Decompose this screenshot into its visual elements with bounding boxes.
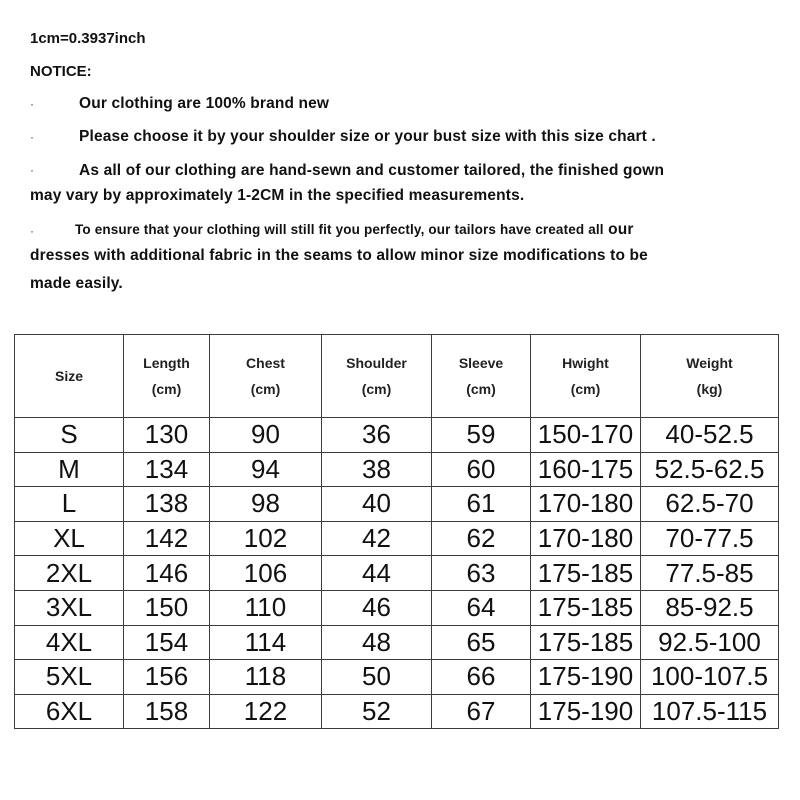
header-chest <box>210 335 322 418</box>
header-label: Shoulder <box>346 355 407 371</box>
table-cell: S <box>15 418 124 453</box>
table-cell: 156 <box>124 660 210 695</box>
header-shoulder <box>322 335 432 418</box>
notice-line-1: Our clothing are 100% brand new <box>79 95 330 112</box>
unit-conversion: 1cm=0.3937inch <box>30 30 146 47</box>
header-unit: (cm) <box>570 381 601 397</box>
table-cell: 61 <box>432 487 531 522</box>
table-cell: 154 <box>124 625 210 660</box>
header-label: Size <box>54 368 83 384</box>
table-cell: 175-185 <box>531 556 641 591</box>
table-cell: 175-190 <box>531 694 641 729</box>
table-cell: 59 <box>432 418 531 453</box>
table-row <box>15 660 779 695</box>
table-cell: 170-180 <box>531 487 641 522</box>
table-cell: 98 <box>210 487 322 522</box>
header-unit: (cm) <box>250 381 281 397</box>
table-cell: 107.5-115 <box>641 694 779 729</box>
header-unit: (kg) <box>696 381 723 397</box>
table-cell: 160-175 <box>531 452 641 487</box>
header-label: Sleeve <box>458 355 504 371</box>
table-cell: M <box>15 452 124 487</box>
table-cell: 134 <box>124 452 210 487</box>
table-cell: 64 <box>432 590 531 625</box>
table-cell: 142 <box>124 521 210 556</box>
table-cell: 110 <box>210 590 322 625</box>
table-cell: 40-52.5 <box>641 418 779 453</box>
table-cell: 94 <box>210 452 322 487</box>
table-cell: 6XL <box>15 694 124 729</box>
table-cell: 150 <box>124 590 210 625</box>
header-sleeve <box>432 335 531 418</box>
table-cell: 67 <box>432 694 531 729</box>
header-weight <box>641 335 779 418</box>
bullet-4: · <box>30 224 34 238</box>
table-cell: 175-190 <box>531 660 641 695</box>
table-cell: 46 <box>322 590 432 625</box>
table-cell: 150-170 <box>531 418 641 453</box>
table-cell: 48 <box>322 625 432 660</box>
table-cell: 52 <box>322 694 432 729</box>
table-row <box>15 487 779 522</box>
header-label: Weight <box>686 355 733 371</box>
table-cell: 2XL <box>15 556 124 591</box>
table-cell: 130 <box>124 418 210 453</box>
table-row <box>15 556 779 591</box>
header-label: Length <box>143 355 190 371</box>
bullet-2: · <box>30 130 34 144</box>
table-cell: 85-92.5 <box>641 590 779 625</box>
table-cell: 106 <box>210 556 322 591</box>
table-row <box>15 694 779 729</box>
table-row <box>15 521 779 556</box>
table-cell: 62 <box>432 521 531 556</box>
table-cell: 52.5-62.5 <box>641 452 779 487</box>
table-cell: 62.5-70 <box>641 487 779 522</box>
table-cell: 40 <box>322 487 432 522</box>
table-cell: 36 <box>322 418 432 453</box>
notice-line-2: Please choose it by your shoulder size or your bust size with this size chart . <box>79 128 656 145</box>
notice-line-4a-rest: our <box>608 221 634 238</box>
table-cell: 65 <box>432 625 531 660</box>
header-length <box>124 335 210 418</box>
table-cell: 4XL <box>15 625 124 660</box>
table-cell: 122 <box>210 694 322 729</box>
table-cell: 70-77.5 <box>641 521 779 556</box>
table-cell: 92.5-100 <box>641 625 779 660</box>
table-cell: 42 <box>322 521 432 556</box>
notice-line-4a <box>75 221 634 239</box>
size-chart-table <box>14 334 779 729</box>
table-cell: L <box>15 487 124 522</box>
header-label: Hwight <box>562 355 609 371</box>
header-size <box>15 335 124 418</box>
table-cell: 175-185 <box>531 625 641 660</box>
table-cell: 38 <box>322 452 432 487</box>
table-cell: 146 <box>124 556 210 591</box>
table-cell: 66 <box>432 660 531 695</box>
table-row <box>15 418 779 453</box>
table-cell: 77.5-85 <box>641 556 779 591</box>
header-row <box>15 335 779 418</box>
table-cell: 44 <box>322 556 432 591</box>
table-cell: 114 <box>210 625 322 660</box>
table-cell: 102 <box>210 521 322 556</box>
table-cell: 170-180 <box>531 521 641 556</box>
table-cell: 138 <box>124 487 210 522</box>
table-cell: 5XL <box>15 660 124 695</box>
table-cell: 175-185 <box>531 590 641 625</box>
table-cell: 63 <box>432 556 531 591</box>
notice-line-4c: made easily. <box>30 275 123 292</box>
header-unit: (cm) <box>151 381 182 397</box>
table-cell: 90 <box>210 418 322 453</box>
bullet-1: · <box>30 97 34 111</box>
table-row <box>15 625 779 660</box>
notice-title: NOTICE: <box>30 63 92 80</box>
table-cell: 158 <box>124 694 210 729</box>
header-unit: (cm) <box>361 381 392 397</box>
table-row <box>15 590 779 625</box>
bullet-3: · <box>30 163 34 177</box>
table-cell: XL <box>15 521 124 556</box>
header-hwight <box>531 335 641 418</box>
header-label: Chest <box>246 355 285 371</box>
table-cell: 60 <box>432 452 531 487</box>
notice-line-4a-small: To ensure that your clothing will still fit you perfectly, our tailors have created all <box>75 222 604 237</box>
table-cell: 50 <box>322 660 432 695</box>
notice-line-3a: As all of our clothing are hand-sewn and customer tailored, the finished gown <box>79 162 665 179</box>
table-row <box>15 452 779 487</box>
header-unit: (cm) <box>466 381 496 397</box>
table-cell: 100-107.5 <box>641 660 779 695</box>
notice-line-3b: may vary by approximately 1-2CM in the specified measurements. <box>30 187 525 204</box>
table-cell: 118 <box>210 660 322 695</box>
notice-line-4b: dresses with additional fabric in the seams to allow minor size modifications to be <box>30 247 648 264</box>
table-cell: 3XL <box>15 590 124 625</box>
